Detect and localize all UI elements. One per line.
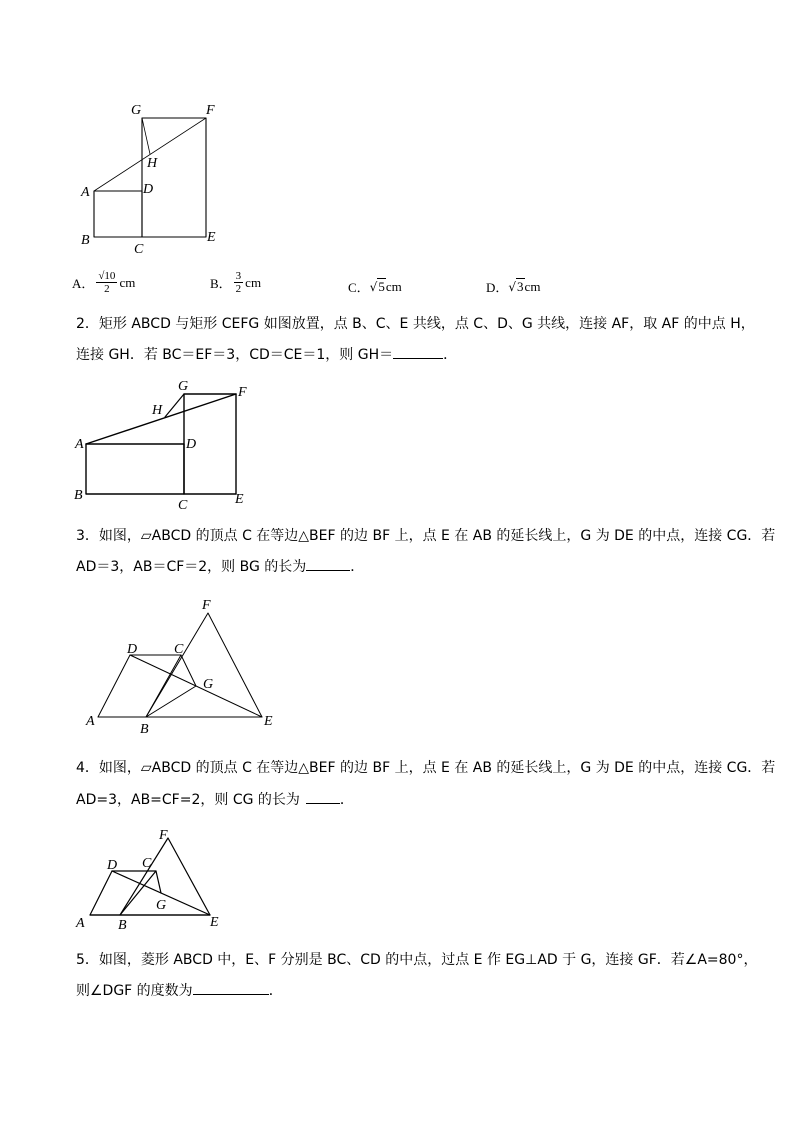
fig2-label-b: B <box>74 488 83 503</box>
fig4-label-d: D <box>107 858 118 873</box>
q4-end-mark: ． <box>339 792 354 808</box>
q2-answer-blank[interactable] <box>393 344 443 359</box>
q4-text-line-2-body: AD=3，AB=CF=2，则 CG 的长为 <box>76 792 300 808</box>
option-c[interactable] <box>348 277 402 296</box>
q2-text-line-2 <box>76 344 457 365</box>
option-b[interactable] <box>210 270 261 295</box>
option-a[interactable] <box>72 270 135 295</box>
fig2-rect-abcd <box>86 444 184 494</box>
option-d-radicand: 3 <box>517 278 524 294</box>
q4-answer-blank[interactable] <box>306 789 340 804</box>
option-c-radical: √5 <box>369 278 385 294</box>
q3-end-mark: ． <box>350 559 365 575</box>
q2-text-line-1: 2．矩形 ABCD 与矩形 CEFG 如图放置，点 B、C、E 共线，点 C、D、G 共线，连接 AF，取 AF 的中点 H， <box>76 316 755 332</box>
figure-3-diagram <box>80 595 290 740</box>
fig1-rect-cefg <box>142 118 206 237</box>
option-b-denominator: 2 <box>235 283 242 295</box>
fig3-label-e: E <box>264 714 273 729</box>
figure-1-diagram <box>70 95 250 260</box>
fig1-label-g: G <box>131 103 142 118</box>
fig1-label-e: E <box>207 230 216 245</box>
fig4-label-g: G <box>156 898 167 913</box>
fig3-label-d: D <box>127 642 138 657</box>
q3-answer-blank[interactable] <box>306 556 350 571</box>
fig2-label-e: E <box>235 492 244 507</box>
option-b-numerator: 3 <box>235 270 242 282</box>
fig2-label-f: F <box>238 385 247 400</box>
figure-2-diagram <box>70 375 260 515</box>
fig1-line-gh <box>142 118 150 154</box>
q5-text-line-2-body: 则∠DGF 的度数为 <box>76 983 193 999</box>
option-d-unit: cm <box>524 278 541 294</box>
fig2-label-d: D <box>186 437 197 452</box>
fig4-line-cg <box>156 871 161 893</box>
fig3-parallelogram-abcd <box>98 655 181 717</box>
fig3-triangle-bef <box>146 613 262 717</box>
fig2-line-af <box>86 394 236 444</box>
option-c-letter: C． <box>348 280 370 295</box>
q3-text-line-2 <box>76 556 364 577</box>
q5-text-line-1: 5．如图，菱形 ABCD 中，E、F 分别是 BC、CD 的中点，过点 E 作 EG⊥AD 于 G，连接 GF．若∠A=80°， <box>76 952 758 968</box>
option-b-unit: cm <box>245 274 262 290</box>
option-d[interactable] <box>486 277 540 296</box>
fig4-label-c: C <box>142 856 152 871</box>
fig4-parallelogram-abcd <box>90 871 156 915</box>
q5-end-mark: ． <box>268 983 283 999</box>
fig1-rect-abcd <box>94 191 142 237</box>
fig4-label-f: F <box>159 828 168 843</box>
fig1-label-f: F <box>206 103 215 118</box>
fig4-label-b: B <box>118 918 127 933</box>
q2-text-line-2-body: 连接 GH．若 BC＝EF＝3，CD＝CE＝1，则 GH＝ <box>76 347 394 363</box>
option-a-letter: A． <box>72 276 95 291</box>
fig1-label-b: B <box>81 233 90 248</box>
fig4-label-e: E <box>210 915 219 930</box>
fig1-label-c: C <box>134 242 144 257</box>
option-a-numerator: √10 <box>98 270 116 282</box>
q4-text-line-1: 4．如图，▱ABCD 的顶点 C 在等边△BEF 的边 BF 上，点 E 在 AB 的延长线上，G 为 DE 的中点，连接 CG．若 <box>76 760 776 776</box>
fig4-label-a: A <box>76 916 85 931</box>
fig1-label-a: A <box>81 185 90 200</box>
option-b-fraction <box>234 270 244 295</box>
option-a-fraction <box>96 270 117 295</box>
q4-text-line-2 <box>76 789 354 810</box>
q5-answer-blank[interactable] <box>193 980 269 995</box>
fig3-line-cg <box>181 655 196 686</box>
fig2-label-g: G <box>178 379 189 394</box>
option-d-radical: √3 <box>508 278 524 294</box>
q3-text-line-1: 3．如图，▱ABCD 的顶点 C 在等边△BEF 的边 BF 上，点 E 在 AB 的延长线上，G 为 DE 的中点，连接 CG．若 <box>76 528 776 544</box>
figure-4-diagram <box>70 825 240 935</box>
fig3-label-c: C <box>174 642 184 657</box>
fig2-label-a: A <box>75 437 84 452</box>
fig3-label-f: F <box>202 598 211 613</box>
fig2-line-gh <box>165 394 184 417</box>
fig1-label-d: D <box>143 182 154 197</box>
option-c-unit: cm <box>385 278 402 294</box>
fig3-label-a: A <box>86 714 95 729</box>
option-b-letter: B． <box>210 276 232 291</box>
fig3-line-bg <box>146 686 196 717</box>
fig1-line-af <box>94 118 206 191</box>
option-d-letter: D． <box>486 280 509 295</box>
q3-text-line-2-body: AD＝3，AB＝CF＝2，则 BG 的长为 <box>76 559 307 575</box>
option-c-radicand: 5 <box>378 278 385 294</box>
option-a-denominator: 2 <box>104 283 110 295</box>
fig2-label-c: C <box>178 498 188 513</box>
q5-text-line-2 <box>76 980 283 1001</box>
fig2-label-h: H <box>152 403 163 418</box>
q2-end-mark: ． <box>443 347 458 363</box>
fig3-label-b: B <box>140 722 149 737</box>
fig1-label-h: H <box>147 156 158 171</box>
fig3-label-g: G <box>203 677 214 692</box>
option-a-unit: cm <box>119 274 136 290</box>
